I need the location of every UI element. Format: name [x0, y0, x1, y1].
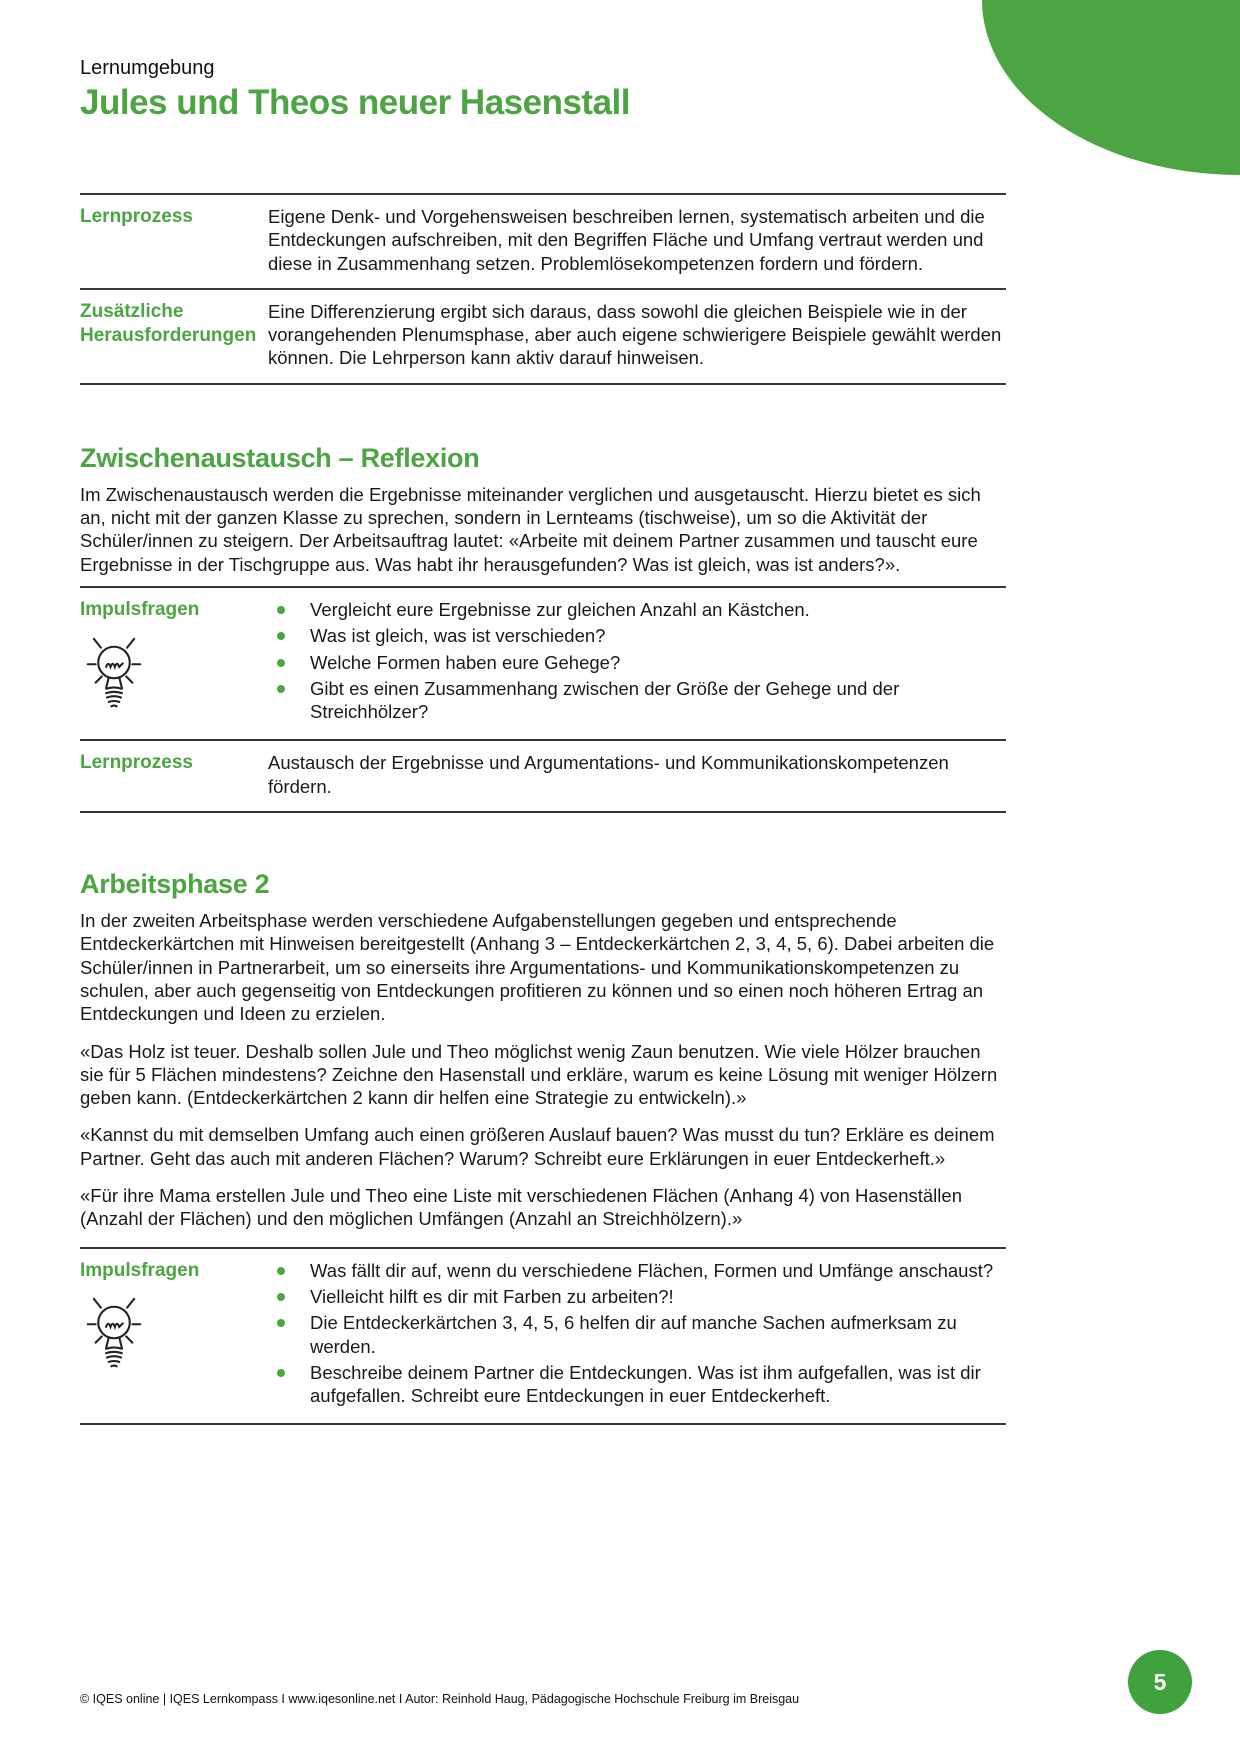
paragraph: «Kannst du mit demselben Umfang auch einen größeren Auslauf bauen? Was musst du tun? Erkläre es deinem Partner. Geht das auch mit anderen Flächen? Warum? Schreibt eure Erklärungen in euer Entdeckerheft.» — [80, 1124, 995, 1169]
table-row — [80, 588, 1006, 739]
table-row — [80, 739, 1006, 811]
row-label-impulsfragen: Impulsfragen — [80, 1259, 200, 1281]
bullet-item: Vielleicht hilft es dir mit Farben zu arbeiten?! — [268, 1285, 1006, 1308]
bullet-item: Beschreibe deinem Partner die Entdeckungen. Was ist ihm aufgefallen, was ist dir aufgefallen. Schreibt eure Entdeckungen in euer Entdeckerheft. — [268, 1361, 1006, 1408]
table-row — [80, 288, 1006, 383]
corner-decoration — [982, 0, 1240, 175]
bullet-item: Gibt es einen Zusammenhang zwischen der Größe der Gehege und der Streichhölzer? — [268, 677, 1006, 724]
page-title: Jules und Theos neuer Hasenstall — [80, 83, 630, 122]
impulsfragen-table-1 — [80, 586, 1006, 813]
row-label-herausforderungen: Zusätzliche Herausforderungen — [80, 300, 257, 346]
row-label-impulsfragen: Impulsfragen — [80, 598, 200, 620]
impulsfragen-list — [268, 1259, 1006, 1411]
section-heading-zwischenaustausch: Zwischenaustausch – Reflexion — [80, 442, 480, 473]
doc-category: Lernumgebung — [80, 57, 215, 79]
bullet-item: Was fällt dir auf, wenn du verschiedene Flächen, Formen und Umfänge anschaust? — [268, 1259, 1006, 1282]
paragraph: In der zweiten Arbeitsphase werden verschiedene Aufgabenstellungen gegeben und entsprechende Entdeckerkärtchen mit Hinweisen bereitgestellt (Anhang 3 – Entdeckerkärtchen 2, 3, 4, 5, 6). Dabei arbeiten die Schüler/innen in Partnerarbeit, um so einerseits ihre Argumentations- und Kommunikationskompetenzen zu schulen, aber auch gegenseitig von Entdeckungen profitieren zu können und so einen noch höheren Ertrag an Entdeckungen und Ideen zu erzielen. — [80, 910, 995, 1025]
lightbulb-icon — [86, 1292, 258, 1379]
lernprozess-table — [80, 193, 1006, 385]
table-row — [80, 195, 1006, 288]
row-label-lernprozess: Lernprozess — [80, 752, 193, 774]
footer-credit: © IQES online | IQES Lernkompass I www.iqesonline.net I Autor: Reinhold Haug, Pädagogische Hochschule Freiburg im Breisgau — [80, 1692, 800, 1706]
lightbulb-icon — [86, 632, 258, 719]
page-number-badge — [1128, 1650, 1192, 1714]
row-text: Eine Differenzierung ergibt sich daraus, dass sowohl die gleichen Beispiele wie in der vorangehenden Plenumsphase, aber auch eigene schwierigere Beispiele gewählt werden können. Die Lehrperson kann aktiv darauf hinweisen. — [268, 300, 1002, 369]
table-row — [80, 1249, 1006, 1424]
bullet-item: Welche Formen haben eure Gehege? — [268, 651, 1006, 674]
paragraph: «Für ihre Mama erstellen Jule und Theo eine Liste mit verschiedenen Flächen (Anhang 4) von Hasenställen (Anzahl der Flächen) und den möglichen Umfängen (Anzahl an Streichhölzern).» — [80, 1185, 962, 1230]
page-content — [80, 0, 1006, 1425]
paragraph: Im Zwischenaustausch werden die Ergebnisse miteinander verglichen und ausgetauscht. Hierzu bietet es sich an, nicht mit der ganzen Klasse zu sprechen, sondern in Lernteams (tischweise), um so die Aktivität der Schüler/innen zu steigern. Der Arbeitsauftrag lautet: «Arbeite mit deinem Partner zusammen und tauscht eure Ergebnisse in der Tischgruppe aus. Was habt ihr herausgefunden? Was ist gleich, was ist anders?». — [80, 483, 981, 575]
paragraph: «Das Holz ist teuer. Deshalb sollen Jule und Theo möglichst wenig Zaun benutzen. Wie viele Hölzer brauchen sie für 5 Flächen mindestens? Zeichne den Hasenstall und erkläre, warum es keine Lösung mit weniger Hölzern geben kann. (Entdeckerkärtchen 2 kann dir helfen eine Strategie zu entwickeln).» — [80, 1040, 998, 1109]
impulsfragen-list — [268, 598, 1006, 726]
impulsfragen-table-2 — [80, 1247, 1006, 1426]
row-label-lernprozess: Lernprozess — [80, 206, 193, 227]
bullet-item: Die Entdeckerkärtchen 3, 4, 5, 6 helfen dir auf manche Sachen aufmerksam zu werden. — [268, 1311, 1006, 1358]
row-text: Austausch der Ergebnisse und Argumentations- und Kommunikationskompetenzen fördern. — [268, 752, 949, 797]
bullet-item: Vergleicht eure Ergebnisse zur gleichen Anzahl an Kästchen. — [268, 598, 1006, 621]
row-text: Eigene Denk- und Vorgehensweisen beschreiben lernen, systematisch arbeiten und die Entdeckungen aufschreiben, mit den Begriffen Fläche und Umfang vertraut werden und diese in Zusammenhang setzen. Problemlösekompetenzen fordern und fördern. — [268, 206, 985, 274]
section-heading-arbeitsphase: Arbeitsphase 2 — [80, 869, 270, 900]
page-number: 5 — [1153, 1668, 1167, 1695]
bullet-item: Was ist gleich, was ist verschieden? — [268, 624, 1006, 647]
